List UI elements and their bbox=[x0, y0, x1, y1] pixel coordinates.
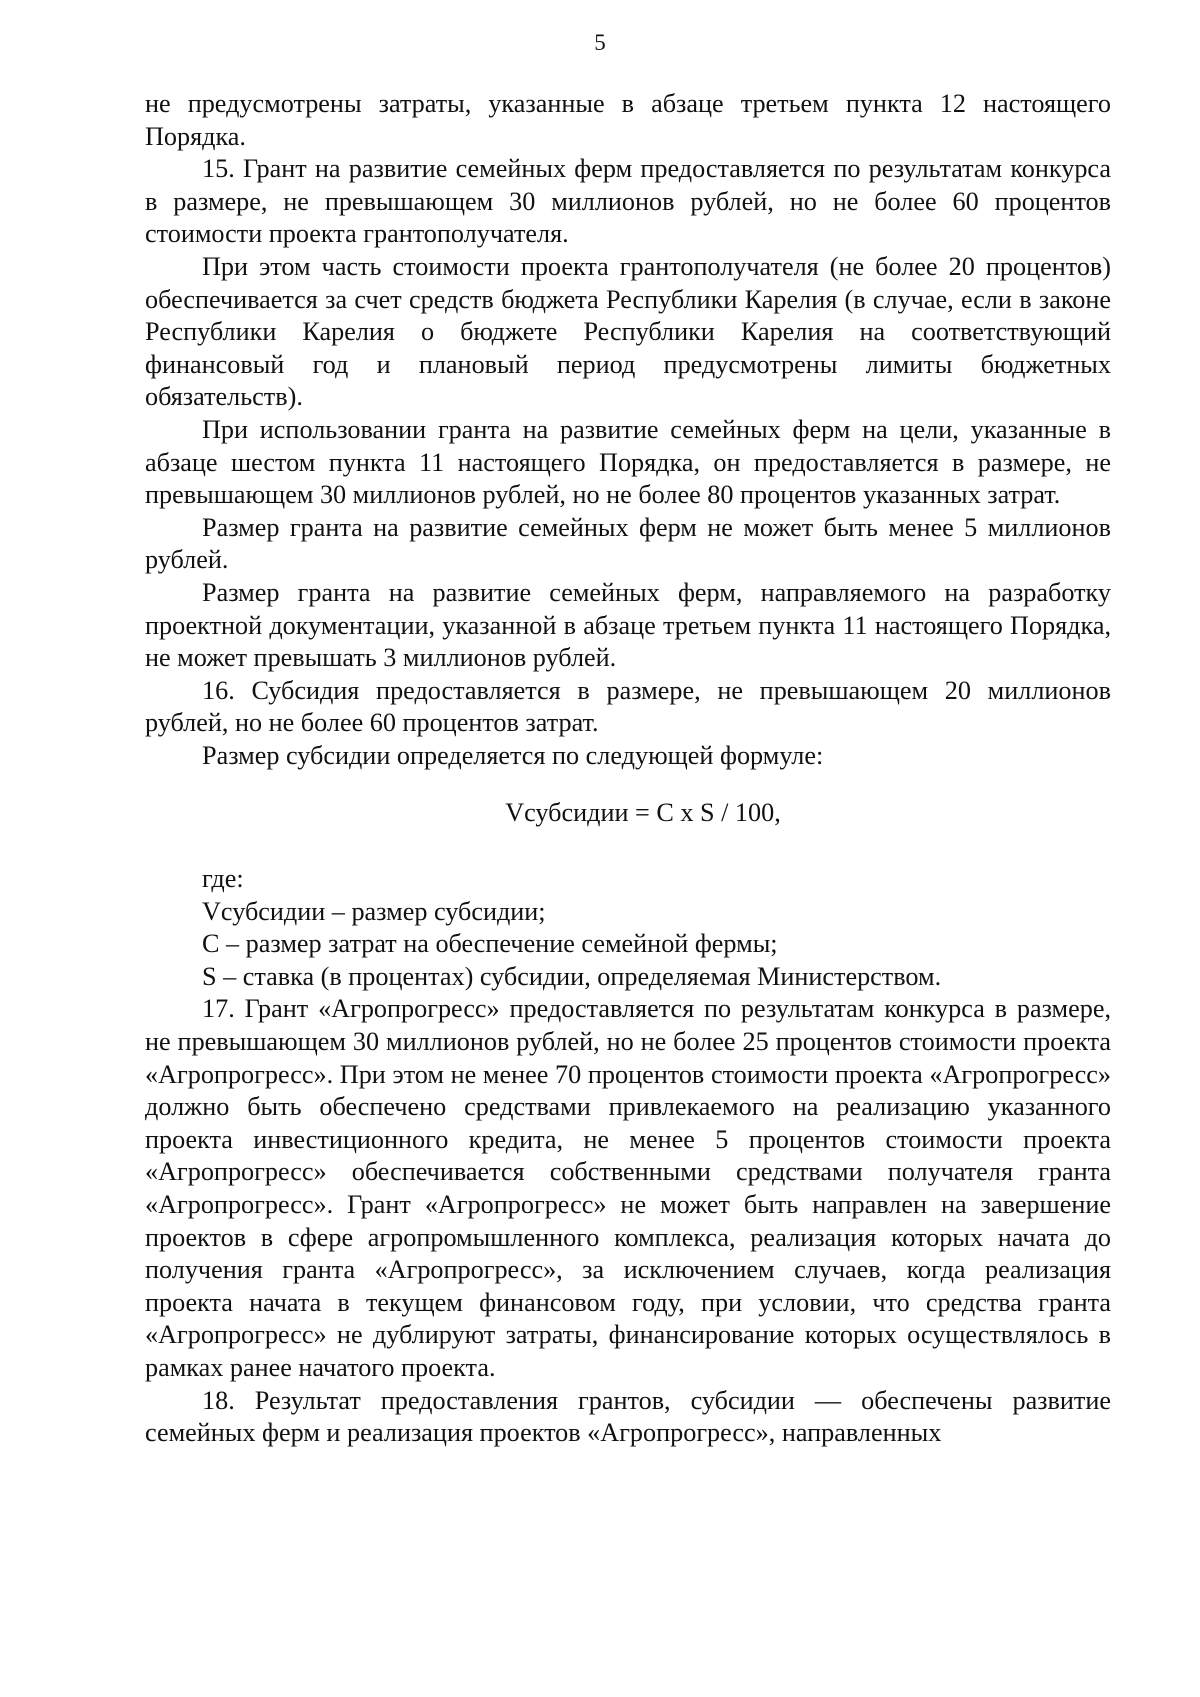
definition-s: S – ставка (в процентах) субсидии, определяемая Министерством. bbox=[202, 961, 942, 991]
page-number: 5 bbox=[594, 30, 606, 55]
definition-v: Vсубсидии – размер субсидии; bbox=[202, 896, 546, 926]
paragraph-grant-minimum: Размер гранта на развитие семейных ферм не может быть менее 5 миллионов рублей. bbox=[145, 512, 1111, 575]
subsidy-formula: Vсубсидии = C x S / 100, bbox=[505, 798, 781, 828]
paragraph-item-15: 15. Грант на развитие семейных ферм предоставляется по результатам конкурса в размере, не превышающем 30 миллионов рублей, но не более 60 процентов стоимости проекта грантополучателя. bbox=[145, 154, 1111, 249]
definition-c: С – размер затрат на обеспечение семейной фермы; bbox=[202, 929, 778, 959]
paragraph-grant-design-docs: Размер гранта на развитие семейных ферм, направляемого на разработку проектной документации, указанной в абзаце третьем пункта 11 настоящего Порядка, не может превышать 3 миллионов рублей. bbox=[145, 577, 1111, 673]
paragraph-item-16: 16. Субсидия предоставляется в размере, не превышающем 20 миллионов рублей, но не более 60 процентов затрат. bbox=[145, 675, 1111, 738]
paragraph-cofinancing: При этом часть стоимости проекта грантополучателя (не более 20 процентов) обеспечивается за счет средств бюджета Республики Карелия (в случае, если в законе Республики Карелия о бюджете Республики Карелия на соответствующий финансовый год и плановый период предусмотрены лимиты бюджетных обязательств). bbox=[145, 251, 1111, 412]
paragraph-formula-intro: Размер субсидии определяется по следующей формуле: bbox=[202, 740, 824, 770]
definition-where: где: bbox=[202, 864, 244, 894]
paragraph-continuation: не предусмотрены затраты, указанные в абзаце третьем пункта 12 настоящего Порядка. bbox=[145, 89, 1111, 151]
paragraph-item-18: 18. Результат предоставления грантов, субсидии — обеспечены развитие семейных ферм и реализация проектов «Агропрогресс», направленных bbox=[145, 1385, 1111, 1448]
paragraph-grant-use: При использовании гранта на развитие семейных ферм на цели, указанные в абзаце шестом пункта 11 настоящего Порядка, он предоставляется в размере, не превышающем 30 миллионов рублей, но не более 80 процентов указанных затрат. bbox=[145, 414, 1111, 510]
paragraph-item-17: 17. Грант «Агропрогресс» предоставляется по результатам конкурса в размере, не превышающем 30 миллионов рублей, но не более 25 процентов стоимости проекта «Агропрогресс». При этом не менее 70 процентов стоимости проекта «Агропрогресс» должно быть обеспечено средствами привлекаемого на реализацию указанного проекта инвестиционного кредита, не менее 5 процентов стоимости проекта «Агропрогресс» обеспечивается собственными средствами получателя гранта «Агропрогресс». Грант «Агропрогресс» не может быть направлен на завершение проектов в сфере агропромышленного комплекса, реализация которых начата до получения гранта «Агропрогресс», за исключением случаев, когда реализация проекта начата в текущем финансовом году, при условии, что средства гранта «Агропрогресс» не дублируют затраты, финансирование которых осуществлялось в рамках ранее начатого проекта. bbox=[145, 994, 1111, 1382]
document-body bbox=[145, 88, 1111, 1450]
